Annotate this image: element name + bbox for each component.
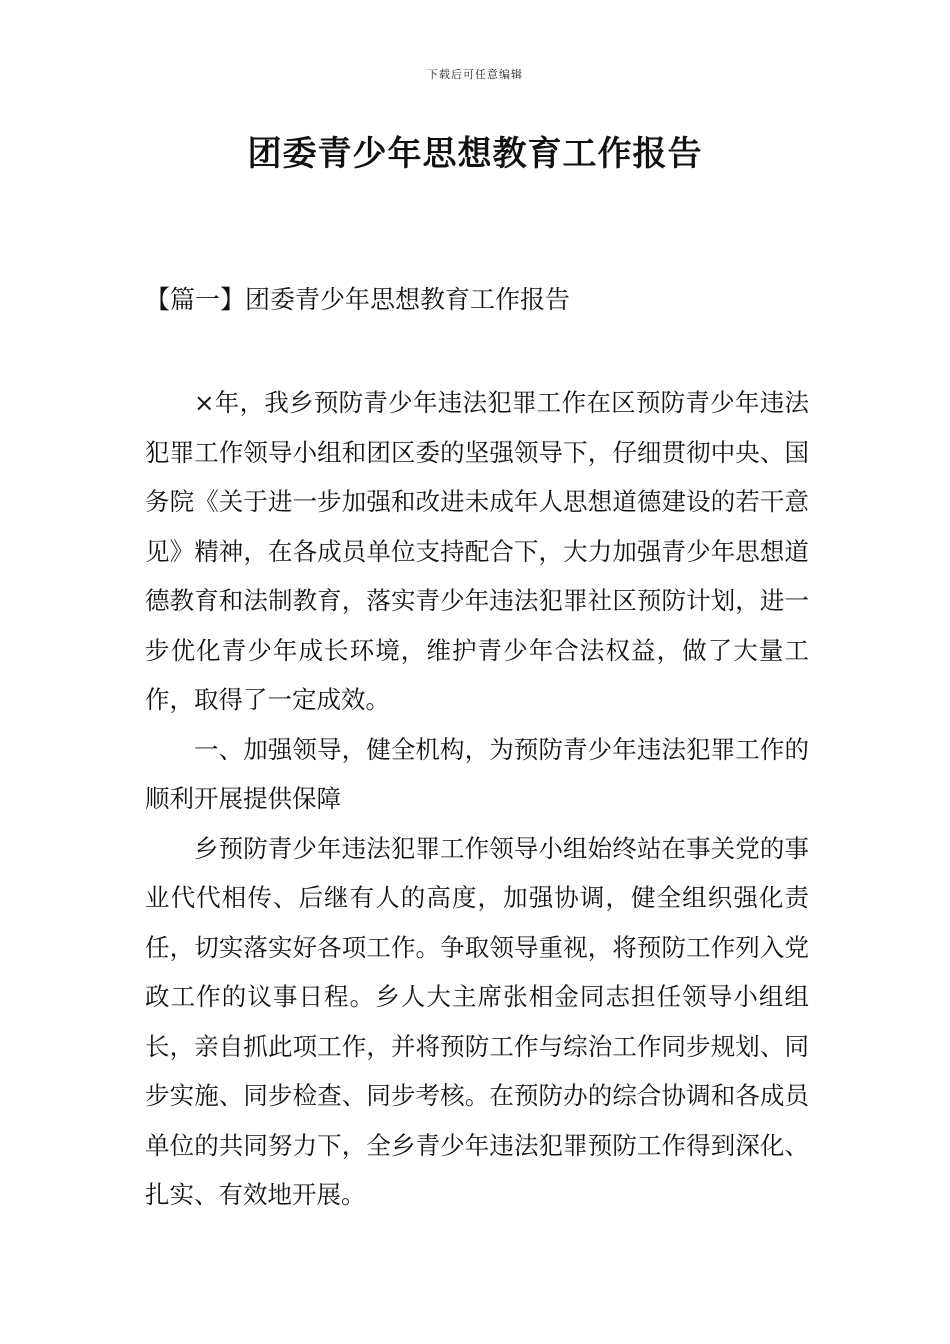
- paragraph-intro: ×年，我乡预防青少年违法犯罪工作在区预防青少年违法犯罪工作领导小组和团区委的坚强领导下，仔细贯彻中央、国务院《关于进一步加强和改进未成年人思想道德建设的若干意见》精神，在各成员单位支持配合下，大力加强青少年思想道德教育和法制教育，落实青少年违法犯罪社区预防计划，进一步优化青少年成长环境，维护青少年合法权益，做了大量工作，取得了一定成效。: [145, 388, 809, 714]
- section-heading: 【篇一】团委青少年思想教育工作报告: [145, 285, 571, 314]
- paragraph-leadership: 乡预防青少年违法犯罪工作领导小组始终站在事关党的事业代代相传、后继有人的高度，加强协调，健全组织强化责任，切实落实好各项工作。争取领导重视，将预防工作列入党政工作的议事日程。乡人大主席张相金同志担任领导小组组长，亲自抓此项工作，并将预防工作与综治工作同步规划、同步实施、同步检查、同步考核。在预防办的综合协调和各成员单位的共同努力下，全乡青少年违法犯罪预防工作得到深化、扎实、有效地开展。: [145, 833, 809, 1209]
- document-title: 团委青少年思想教育工作报告: [247, 134, 703, 174]
- paragraph-subheading-1: 一、加强领导，健全机构，为预防青少年违法犯罪工作的顺利开展提供保障: [145, 734, 809, 813]
- header-note: 下载后可任意编辑: [427, 68, 523, 81]
- document-body: [145, 378, 809, 1220]
